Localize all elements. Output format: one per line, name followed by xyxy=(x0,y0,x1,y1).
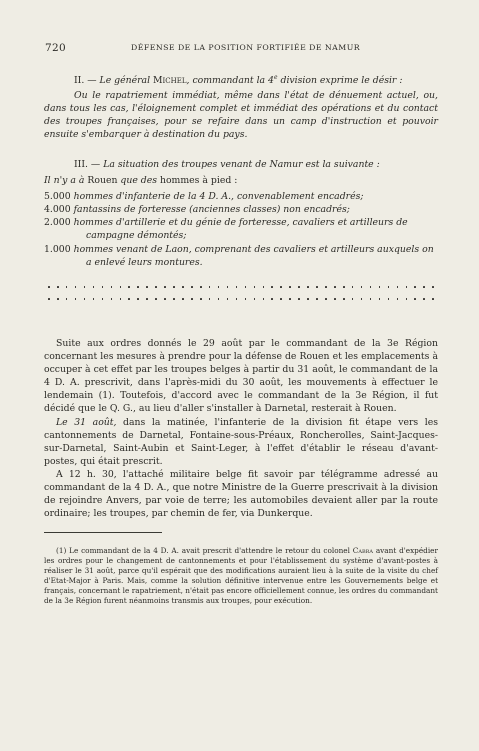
page-number: 720 xyxy=(45,42,66,54)
paragraph-rest: dans la matinée, l'infanterie de la division fit étape vers les cantonnements de Darnetal, Fontaine-sous-Préaux, Roncherolles, Saint-Jacques-sur-Darnetal, Saint-Aubin et Saint-Leger, à l'effet d'établir le réseau d'avant-postes, qui était prescrit. xyxy=(44,416,438,467)
footnote xyxy=(44,546,438,607)
footnote-a: (1) Le commandant de la 4 D. A. avait prescrit d'attendre le retour du colonel xyxy=(56,546,353,555)
item-text: fantassins de forteresse (anciennes classes) non encadrés; xyxy=(73,204,350,216)
item-count: 2.000 xyxy=(44,217,71,229)
item-text: hommes d'infanterie de la 4 D. A., convenablement encadrés; xyxy=(73,191,364,203)
item-count: 1.000 xyxy=(44,243,71,255)
dot-row xyxy=(44,280,438,292)
list-item xyxy=(44,243,438,269)
item-text: hommes venant de Laon, comprenant des cavaliers et artilleurs auxquels on a enlevé leurs montures. xyxy=(73,243,434,268)
section-iii-intro: La situation des troupes venant de Namur est la suivante : xyxy=(103,159,380,170)
section-ii-numeral: II. — xyxy=(74,75,100,87)
page-header xyxy=(45,42,437,56)
footnote-text xyxy=(44,546,438,607)
item-text: hommes d'artillerie et du génie de forteresse, cavaliers et artilleurs de campagne démontés; xyxy=(73,217,408,242)
section-iii-heading xyxy=(44,158,438,171)
rouen-line xyxy=(44,174,438,187)
main-body xyxy=(44,337,438,520)
body-paragraph: A 12 h. 30, l'attaché militaire belge fit savoir par télégramme adressé au commandant de la 4 D. A., que notre Ministre de la Guerre prescrivait à la division de rejoindre Anvers, par voie de terre; les automobiles devaient aller par la route ordinaire; les troupes, par chemin de fer, via Dunkerque. xyxy=(44,468,438,520)
item-count: 5.000 xyxy=(44,191,71,203)
section-ii-text-a: Le général xyxy=(99,75,154,87)
list-item xyxy=(44,203,438,216)
rouen-d: hommes à pied : xyxy=(159,175,238,187)
colonel-name: Cabra xyxy=(352,546,374,555)
section-ii-body: Ou le rapatriement immédiat, même dans l'état de dénuement actuel, ou, dans tous les cas, l'éloignement complet et immédiat des opérations et du contact des troupes françaises, pour se refaire dans un camp d'instruction et pouvoir ensuite s'embarquer à destination du pays. xyxy=(44,90,438,141)
footnote-b: avant d'expédier les ordres pour le changement de cantonnements et pour l'établissement du système d'avant-postes à réaliser le 31 août, parce qu'il espérait que des modifications auraient lieu à la suite de la visite du chef d'Etat-Major à Paris. Mais, comme la solution définitive intervenue entre les Gouvernements belge et français, concernant le rapatriement, n'était pas encore officiellement connue, les ordres du commandant de la 3e Région furent néanmoins transmis aux troupes, pour exécution. xyxy=(44,546,438,606)
footnote-divider xyxy=(44,532,162,533)
body-paragraph: Suite aux ordres donnés le 29 août par le commandant de la 3e Région concernant les mesures à prendre pour la défense de Rouen et les emplacements à occuper à cet effet par les troupes belges à partir du 31 août, le commandant de la 4 D. A. prescrivit, dans l'après-midi du 30 août, les mouvements à effectuer le lendemain (1). Toutefois, d'accord avec le commandant de la 3e Région, il fut décidé que le Q. G., au lieu d'aller s'installer à Darnetal, resterait à Rouen. xyxy=(44,338,438,415)
ordinal-sup: e xyxy=(273,74,278,81)
list-item xyxy=(44,216,438,242)
dot-row xyxy=(44,292,438,304)
section-ii-text-c: division exprime le désir : xyxy=(277,75,403,87)
running-title: DÉFENSE DE LA POSITION FORTIFIÉE DE NAMUR xyxy=(131,43,361,52)
section-iii xyxy=(44,158,438,269)
rouen-c: que des xyxy=(117,175,160,187)
ellipsis-dots xyxy=(44,280,438,304)
section-iii-numeral: III. — xyxy=(74,159,104,170)
list-item xyxy=(44,190,438,203)
section-ii xyxy=(44,71,438,142)
item-count: 4.000 xyxy=(44,204,71,216)
troop-list xyxy=(44,190,438,269)
rouen-city: Rouen xyxy=(87,175,118,187)
body-paragraph xyxy=(44,416,438,468)
rouen-a: Il n'y a à xyxy=(44,175,88,187)
date-emphasis: Le 31 août, xyxy=(56,416,117,428)
section-ii-text-b: , commandant la 4 xyxy=(186,75,274,87)
general-name: Michel xyxy=(153,75,187,87)
section-ii-heading xyxy=(44,71,438,87)
